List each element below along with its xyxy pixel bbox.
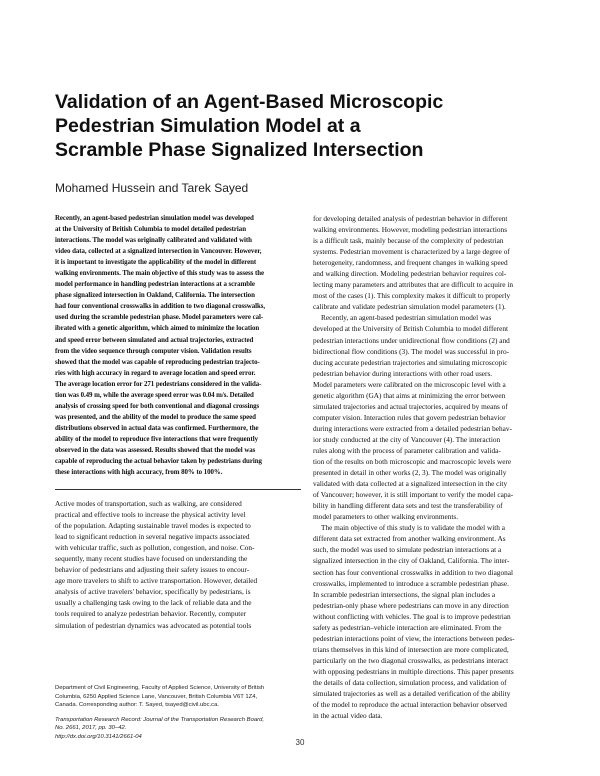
text-line: analysis of active travelers' behavior, specifically by pedestrians, is	[55, 587, 251, 597]
abstract-paragraph	[55, 213, 301, 478]
text-line: trians themselves in this kind of intersection are more complicated,	[313, 644, 509, 654]
citation-line: http://dx.doi.org/10.3141/2661-04	[55, 733, 142, 740]
text-line: pedestrian-only phase where pedestrians can move in any direction	[313, 600, 509, 610]
text-line: with vehicular traffic, such as pollution, congestion, and noise. Con-	[55, 543, 255, 553]
text-line: genetic algorithm (GA) that aims at minimizing the error between	[313, 390, 506, 400]
affiliation-line: Canada. Corresponding author: T. Sayed, tsayed@civil.ubc.ca.	[55, 702, 220, 709]
text-line: safety as pedestrian–vehicle interaction are eliminated. From the	[313, 622, 502, 632]
abstract-line: ability of the model to reproduce five interactions that were frequently	[55, 435, 258, 443]
abstract-line: interactions. The model was originally calibrated and validated with	[55, 237, 252, 245]
text-line: simulation of pedestrian dynamics was advocated as potential tools	[55, 620, 252, 630]
text-line: practical and effective tools to increase the physical activity level	[55, 510, 246, 520]
intro-paragraph-model	[313, 312, 551, 522]
text-line: the details of data collection, simulation process, and validation of	[313, 677, 507, 687]
text-line: lead to significant reduction in several negative impacts associated	[55, 532, 250, 542]
text-line: simulated trajectories and actual trajectories, acquired by means of	[313, 401, 508, 411]
text-line: most of the cases (1). This complexity makes it difficult to properly	[313, 291, 511, 301]
text-line: heterogeneity, randomness, and frequent changes in walking speed	[313, 258, 508, 268]
citation-line: No. 2661, 2017, pp. 30–42.	[55, 725, 127, 732]
intro-paragraph-continued	[313, 213, 551, 312]
abstract-line: Recently, an agent-based pedestrian simulation model was developed	[55, 215, 254, 222]
text-line: and walking direction. Modeling pedestrian behavior requires col-	[313, 269, 507, 279]
text-line: walking environments. However, modeling pedestrian interactions	[313, 225, 508, 235]
text-line: computer vision. Interaction rules that govern pedestrian behavior	[313, 412, 506, 422]
abstract-line: had four conventional crosswalks in addition to two diagonal crosswalks,	[55, 303, 266, 311]
text-line: age more travelers to shift to active transportation. However, detailed	[55, 576, 258, 586]
text-line: rules along with the process of parameter calibration and valida-	[313, 445, 501, 455]
text-line: systems. Pedestrian movement is characterized by a large degree of	[313, 247, 510, 257]
text-line: behavior of pedestrians and adjusting their safety issues to encour-	[55, 565, 250, 575]
abstract-line: and speed error between simulated and actual trajectories, extracted	[55, 336, 254, 344]
abstract-line: capable of reproducing the actual behavior taken by pedestrians during	[55, 458, 262, 466]
abstract-line: The average location error for 271 pedestrians considered in the valida-	[55, 380, 262, 388]
text-line: presented in detail in other works (2, 3). The model was originally	[313, 468, 507, 478]
abstract-line: showed that the model was capable of reproducing pedestrian trajecto-	[55, 358, 260, 366]
abstract-line: tion was 0.49 m, while the average speed error was 0.04 m/s. Detailed	[55, 391, 254, 399]
abstract-line: was presented, and the ability of the model to produce the same speed	[55, 413, 256, 421]
affiliation	[55, 684, 301, 710]
text-line: model parameters to other walking environments.	[313, 512, 459, 522]
citation-line: Transportation Research Record: Journal of the Transportation Research Board,	[55, 716, 265, 723]
affiliation-line: Department of Civil Engineering, Faculty of Applied Science, University of British	[55, 685, 265, 691]
abstract-line: walking environments. The main objective of this study was to assess the	[55, 270, 265, 278]
title-line: Pedestrian Simulation Model at a	[55, 115, 361, 137]
text-line: Model parameters were calibrated on the microscopic level with a	[313, 379, 506, 389]
text-line: Recently, an agent-based pedestrian simulation model was	[321, 313, 492, 323]
text-line: bidirectional flow conditions (3). The model was successful in pro-	[313, 346, 510, 356]
text-line: with opposing pedestrians in multiple directions. This paper presents	[313, 666, 514, 676]
text-line: such, the model was used to simulate pedestrian interactions at a	[313, 545, 502, 555]
text-line: Active modes of transportation, such as walking, are considered	[55, 499, 242, 508]
introduction-left-column	[55, 498, 301, 631]
abstract-line: used during the scramble pedestrian phase. Model parameters were cal-	[55, 314, 264, 322]
abstract-line: ibrated with a genetic algorithm, which aimed to minimize the location	[55, 325, 260, 333]
text-line: pedestrian interactions point of view, the interactions between pedes-	[313, 633, 515, 643]
text-line: particularly on the two diagonal crosswalks, as pedestrians interact	[313, 655, 509, 665]
abstract-line: at the University of British Columbia to model detailed pedestrian	[55, 226, 246, 234]
intro-paragraph-objective	[313, 522, 551, 721]
abstract-line: phase signalized intersection in Oakland, California. The intersection	[55, 292, 255, 300]
abstract-line: model performance in handling pedestrian interactions at a scramble	[55, 281, 255, 289]
text-line: in the actual video data.	[313, 711, 383, 721]
abstract-line: ries with high accuracy in regard to average location and speed error.	[55, 369, 256, 377]
abstract-line: these interactions with high accuracy, from 80% to 100%.	[55, 469, 223, 477]
text-line: different data set extracted from another walking environment. As	[313, 534, 506, 544]
text-line: crosswalks, implemented to introduce a scramble pedestrian phase.	[313, 578, 509, 588]
text-line: ducing accurate pedestrian trajectories and simulating microscopic	[313, 357, 508, 367]
abstract	[55, 213, 301, 478]
text-line: bility in handling different data sets and test the transferability of	[313, 501, 503, 511]
text-line: tion of the results on both microscopic and macroscopic levels were	[313, 457, 512, 467]
text-line: of the population. Adapting sustainable travel modes is expected to	[55, 521, 251, 531]
abstract-line: video data, collected at a signalized intersection in Vancouver. However,	[55, 248, 262, 256]
text-line: lecting many parameters and attributes that are difficult to acquire in	[313, 280, 514, 290]
text-line: In scramble pedestrian intersections, the signal plan includes a	[313, 589, 496, 599]
paper-title	[55, 90, 555, 162]
abstract-line: it is important to investigate the applicability of the model in different	[55, 259, 257, 267]
text-line: pedestrian behavior during interactions with other road users.	[313, 368, 493, 378]
page-number: 30	[295, 738, 305, 747]
text-line: section has four conventional crosswalks in addition to two diagonal	[313, 567, 514, 577]
abstract-line: analysis of crossing speed for both conventional and diagonal crossings	[55, 402, 260, 410]
text-line: during interactions were extracted from a detailed pedestrian behav-	[313, 423, 512, 433]
text-line: pedestrian interactions under unidirectional flow conditions (2) and	[313, 335, 510, 345]
text-line: of the model to reproduce the actual interaction behavior observed	[313, 700, 507, 710]
text-line: is a difficult task, mainly because of the complexity of pedestrian	[313, 236, 504, 246]
affiliation-line: Columbia, 6250 Applied Science Lane, Vancouver, British Columbia V6T 1Z4,	[55, 693, 258, 700]
intro-paragraph	[55, 498, 301, 631]
text-line: signalized intersection in the city of Oakland, California. The inter-	[313, 556, 510, 566]
text-line: tools required to analyze pedestrian behavior. Recently, computer	[55, 609, 247, 619]
introduction-right-column	[313, 213, 551, 721]
text-line: The main objective of this study is to validate the model with a	[321, 523, 506, 533]
text-line: ior study conducted at the city of Vancouver (4). The interaction	[313, 434, 501, 444]
text-line: of Vancouver; however, it is still important to verify the model capa-	[313, 490, 514, 500]
text-line: sequently, many recent studies have focused on understanding the	[55, 554, 248, 564]
authors: Mohamed Hussein and Tarek Sayed	[55, 181, 249, 195]
abstract-line: observed in the data was assessed. Results showed that the model was	[55, 446, 256, 454]
text-line: usually a challenging task owing to the lack of reliable data and the	[55, 598, 252, 608]
text-line: developed at the University of British Columbia to model different	[313, 324, 509, 334]
text-line: for developing detailed analysis of pedestrian behavior in different	[313, 214, 508, 223]
title-line: Validation of an Agent-Based Microscopic	[55, 91, 444, 113]
abstract-line: distributions observed in actual data was confirmed. Furthermore, the	[55, 424, 259, 432]
text-line: without conflicting with vehicles. The goal is to improve pedestrian	[313, 611, 511, 621]
title-line: Scramble Phase Signalized Intersection	[55, 139, 424, 161]
abstract-divider	[55, 489, 301, 490]
text-line: simulated trajectories as well as a detailed verification of the ability	[313, 689, 511, 699]
text-line: calibrate and validate pedestrian simulation model parameters (1).	[313, 302, 506, 312]
abstract-line: from the video sequence through computer vision. Validation results	[55, 347, 252, 355]
text-line: validated with data collected at a signalized intersection in the city	[313, 479, 508, 489]
